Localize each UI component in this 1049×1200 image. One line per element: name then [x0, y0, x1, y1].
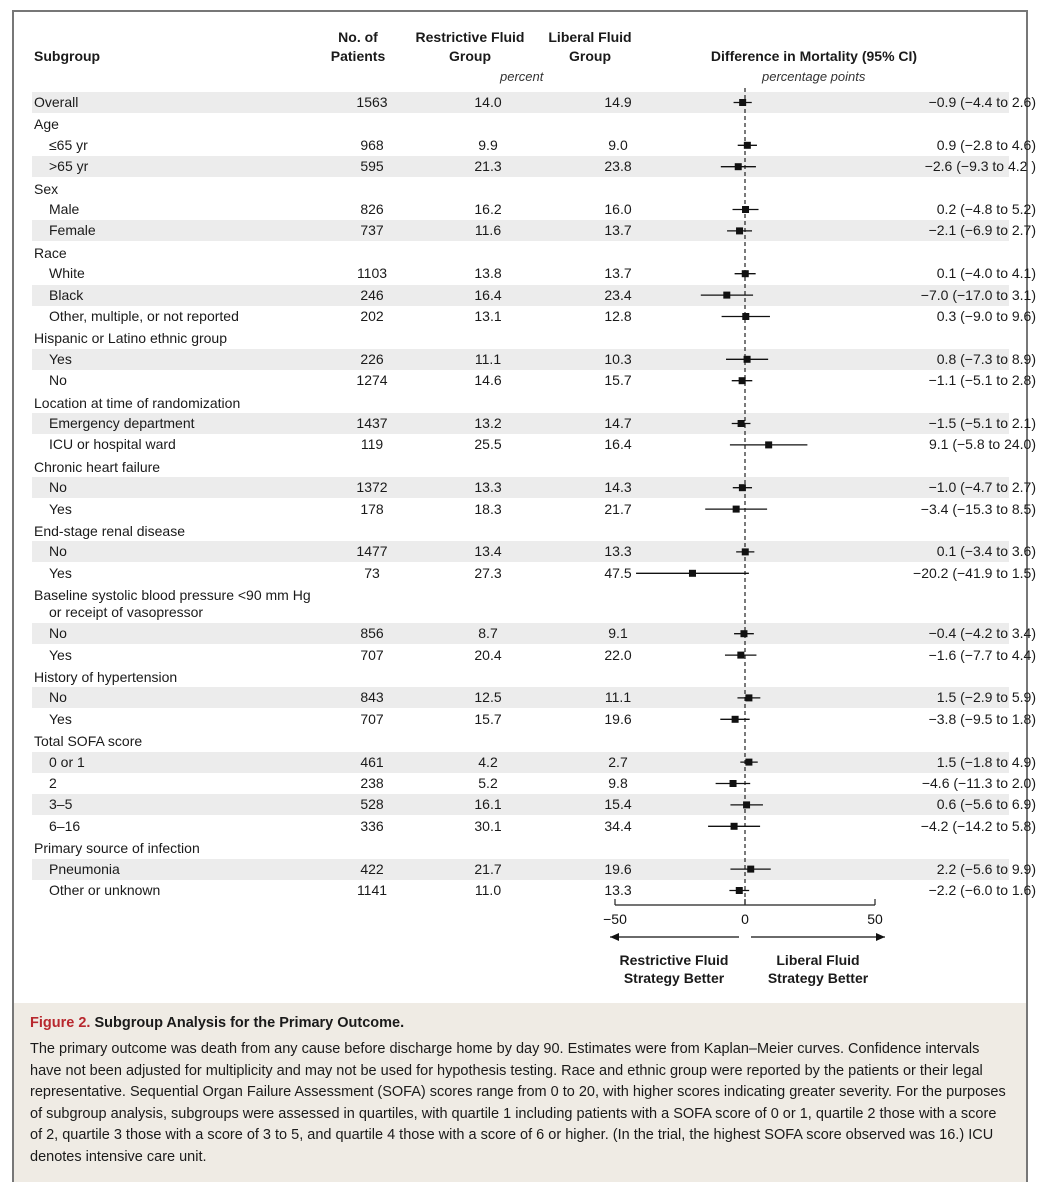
group-label: Age	[34, 116, 59, 133]
restrictive-mortality: 14.0	[474, 94, 502, 110]
subgroup-label: >65 yr	[49, 158, 89, 175]
group-label: End-stage renal disease	[34, 523, 185, 539]
difference-ci: −2.1 (−6.9 to 2.7)	[928, 222, 1036, 239]
group-label: History of hypertension	[34, 669, 178, 685]
liberal-mortality: 47.5	[604, 564, 632, 581]
liberal-mortality: 15.7	[604, 372, 632, 389]
restrictive-mortality: 21.7	[474, 860, 502, 877]
patients-count: 1372	[356, 479, 388, 496]
group-label-continued: or receipt of vasopressor	[49, 604, 204, 621]
subgroup-label: No	[49, 372, 67, 389]
difference-ci: 0.6 (−5.6 to 6.9)	[936, 796, 1036, 813]
patients-count: 461	[360, 753, 384, 770]
point-estimate	[743, 801, 750, 808]
restrictive-mortality: 5.2	[478, 775, 498, 791]
patients-count: 119	[360, 436, 384, 453]
patients-count: 238	[360, 775, 384, 791]
group-label: Hispanic or Latino ethnic group	[34, 330, 228, 347]
point-estimate	[765, 441, 772, 448]
patients-count: 336	[360, 817, 384, 834]
subgroup-label: Other or unknown	[49, 882, 161, 898]
restrictive-mortality: 13.4	[474, 543, 502, 560]
restrictive-mortality: 13.8	[474, 265, 502, 282]
liberal-mortality: 13.3	[604, 543, 632, 560]
restrictive-mortality: 9.9	[478, 136, 498, 153]
patients-count: 246	[360, 286, 384, 303]
subgroup-label: Female	[49, 222, 96, 239]
point-estimate	[735, 163, 742, 170]
restrictive-mortality: 15.7	[474, 710, 502, 727]
point-estimate	[740, 630, 747, 637]
caption-text: The primary outcome was death from any cause before discharge home by day 90. Estimates were from Kaplan–Meier curves. Confidence intervals have not been adjusted for multiplicity and may not be used for hypothesis testing. Race and ethnic group were reported by the patients or their legal representative. Sequential Organ Failure Assessment (SOFA) scores range from 0 to 20, with higher scores indicating greater severity. For the purposes of subgroup analysis, subgroups were assessed in quartiles, with quartile 1 including patients with a SOFA score of 0 or 1, quartile 2 those with a score of 2, quartile 3 those with a score of 3 to 5, and quartile 4 those with a score of 6 or higher. (In the trial, the highest SOFA score observed was 16.) ICU denotes intensive care unit.	[30, 1041, 1006, 1165]
right-arrow-head	[876, 933, 885, 941]
subgroup-label: No	[49, 689, 67, 706]
difference-ci: 1.5 (−1.8 to 4.9)	[936, 753, 1036, 770]
restrictive-mortality: 11.0	[474, 882, 502, 898]
difference-ci: −1.5 (−5.1 to 2.1)	[928, 415, 1036, 431]
subgroup-label: ≤65 yr	[49, 136, 88, 153]
header-restrictive: Restrictive Fluid Group	[415, 29, 525, 64]
subgroup-label: Yes	[49, 500, 72, 517]
patients-count: 843	[360, 689, 384, 706]
patients-count: 528	[360, 796, 384, 813]
header-subgroup: Subgroup	[34, 48, 101, 64]
subgroup-label: 6–16	[49, 817, 81, 834]
liberal-mortality: 21.7	[604, 500, 632, 517]
point-estimate	[733, 506, 740, 513]
subgroup-label: No	[49, 625, 67, 642]
restrictive-mortality: 14.6	[474, 372, 502, 389]
subgroup-label: 0 or 1	[49, 753, 85, 770]
difference-ci: −1.6 (−7.7 to 4.4)	[928, 646, 1036, 663]
subgroup-label: White	[49, 265, 85, 282]
liberal-mortality: 9.8	[608, 775, 628, 791]
difference-ci: −20.2 (−41.9 to 1.5)	[913, 564, 1036, 581]
subgroup-label: Emergency department	[49, 415, 195, 431]
subgroup-label: 2	[49, 775, 57, 791]
difference-ci: 0.1 (−3.4 to 3.6)	[936, 543, 1036, 560]
liberal-mortality: 12.8	[604, 308, 632, 324]
liberal-mortality: 11.1	[604, 689, 632, 706]
patients-count: 226	[360, 350, 384, 367]
liberal-mortality: 15.4	[604, 796, 632, 813]
group-label: Location at time of randomization	[34, 394, 241, 411]
subgroup-label: Yes	[49, 350, 72, 367]
patients-count: 202	[360, 308, 384, 324]
difference-ci: −1.1 (−5.1 to 2.8)	[928, 372, 1036, 389]
figure-caption	[14, 1003, 1026, 1182]
subgroup-label: No	[49, 543, 67, 560]
difference-ci: −4.2 (−14.2 to 5.8)	[920, 817, 1036, 834]
point-estimate	[742, 270, 749, 277]
difference-ci: 1.5 (−2.9 to 5.9)	[936, 689, 1036, 706]
right-direction-label: Liberal Fluid Strategy Better	[767, 952, 869, 986]
caption-title: Subgroup Analysis for the Primary Outcome.	[94, 1015, 405, 1031]
patients-count: 178	[360, 500, 384, 517]
patients-count: 595	[360, 158, 384, 175]
unit-percentage-points: percentage points	[762, 69, 866, 84]
subgroup-label: Yes	[49, 564, 72, 581]
point-estimate	[742, 206, 749, 213]
header-patients: No. of Patients	[330, 29, 386, 64]
liberal-mortality: 14.9	[604, 94, 632, 110]
restrictive-mortality: 4.2	[478, 753, 498, 770]
header-difference: Difference in Mortality (95% CI)	[710, 48, 918, 64]
patients-count: 422	[360, 860, 384, 877]
difference-ci: 0.8 (−7.3 to 8.9)	[936, 350, 1036, 367]
point-estimate	[744, 142, 751, 149]
patients-count: 737	[360, 222, 384, 239]
figure-number: Figure 2.	[30, 1015, 91, 1031]
patients-count: 968	[360, 136, 384, 153]
restrictive-mortality: 16.1	[474, 796, 502, 813]
difference-ci: −3.4 (−15.3 to 8.5)	[920, 500, 1036, 517]
difference-ci: −4.6 (−11.3 to 2.0)	[921, 775, 1036, 791]
difference-ci: 0.3 (−9.0 to 9.6)	[936, 308, 1036, 324]
patients-count: 1563	[356, 94, 388, 110]
difference-ci: −1.0 (−4.7 to 2.7)	[928, 479, 1036, 496]
liberal-mortality: 23.8	[604, 158, 632, 175]
point-estimate	[742, 548, 749, 555]
liberal-mortality: 13.7	[604, 222, 632, 239]
liberal-mortality: 9.1	[608, 625, 628, 642]
subgroup-label: 3–5	[49, 796, 73, 813]
patients-count: 1103	[356, 265, 388, 282]
restrictive-mortality: 18.3	[474, 500, 502, 517]
subgroup-label: Yes	[49, 646, 72, 663]
liberal-mortality: 16.0	[604, 201, 632, 217]
group-label: Baseline systolic blood pressure <90 mm Hg	[34, 587, 311, 604]
liberal-mortality: 14.3	[604, 479, 632, 496]
difference-ci: −7.0 (−17.0 to 3.1)	[920, 286, 1036, 303]
subgroup-label: ICU or hospital ward	[49, 436, 176, 453]
restrictive-mortality: 12.5	[474, 689, 502, 706]
point-estimate	[739, 484, 746, 491]
liberal-mortality: 13.3	[604, 882, 632, 898]
caption-title-line	[30, 1013, 1010, 1033]
point-estimate	[738, 420, 745, 427]
liberal-mortality: 34.4	[604, 817, 632, 834]
restrictive-mortality: 27.3	[474, 564, 502, 581]
subgroup-label: Other, multiple, or not reported	[49, 308, 239, 324]
group-label: Total SOFA score	[34, 733, 143, 750]
point-estimate	[737, 652, 744, 659]
liberal-mortality: 22.0	[604, 646, 632, 663]
liberal-mortality: 10.3	[604, 350, 632, 367]
patients-count: 1437	[356, 415, 388, 431]
left-arrow-head	[610, 933, 619, 941]
subgroup-label: Pneumonia	[49, 860, 120, 877]
liberal-mortality: 23.4	[604, 286, 632, 303]
point-estimate	[739, 99, 746, 106]
difference-ci: 2.2 (−5.6 to 9.9)	[936, 860, 1036, 877]
restrictive-mortality: 16.4	[474, 286, 502, 303]
patients-count: 707	[360, 710, 384, 727]
restrictive-mortality: 16.2	[474, 201, 502, 217]
difference-ci: −0.4 (−4.2 to 3.4)	[928, 625, 1036, 642]
liberal-mortality: 9.0	[608, 136, 628, 153]
difference-ci: −2.2 (−6.0 to 1.6)	[928, 882, 1036, 898]
restrictive-mortality: 13.2	[474, 415, 502, 431]
group-label: Chronic heart failure	[34, 458, 161, 475]
liberal-mortality: 13.7	[604, 265, 632, 282]
restrictive-mortality: 13.3	[474, 479, 502, 496]
x-tick-label: 50	[867, 911, 883, 927]
header-liberal: Liberal Fluid Group	[548, 29, 632, 64]
patients-count: 856	[360, 625, 384, 642]
patients-count: 1477	[356, 543, 388, 560]
subgroup-label: Yes	[49, 710, 72, 727]
subgroup-label: Male	[49, 201, 80, 217]
point-estimate	[745, 694, 752, 701]
group-label: Primary source of infection	[34, 840, 200, 857]
subgroup-label: No	[49, 479, 67, 496]
point-estimate	[747, 866, 754, 873]
restrictive-mortality: 11.1	[474, 350, 502, 367]
liberal-mortality: 19.6	[604, 710, 632, 727]
liberal-mortality: 14.7	[604, 415, 632, 431]
difference-ci: −2.6 (−9.3 to 4.2 )	[924, 158, 1036, 175]
patients-count: 1141	[356, 882, 388, 898]
restrictive-mortality: 13.1	[474, 308, 502, 324]
restrictive-mortality: 25.5	[474, 436, 502, 453]
point-estimate	[736, 227, 743, 234]
unit-percent: percent	[500, 69, 544, 84]
group-label: Race	[34, 244, 67, 261]
point-estimate	[736, 887, 743, 894]
x-tick-label: −50	[603, 911, 627, 927]
difference-ci: 9.1 (−5.8 to 24.0)	[928, 436, 1036, 453]
difference-ci: 0.9 (−2.8 to 4.6)	[936, 136, 1036, 153]
point-estimate	[732, 716, 739, 723]
left-direction-label: Restrictive Fluid Strategy Better	[619, 952, 729, 986]
group-label: Sex	[34, 180, 59, 197]
point-estimate	[744, 356, 751, 363]
liberal-mortality: 19.6	[604, 860, 632, 877]
difference-ci: −3.8 (−9.5 to 1.8)	[928, 710, 1036, 727]
point-estimate	[745, 759, 752, 766]
subgroup-label: Overall	[34, 94, 79, 110]
difference-ci: 0.2 (−4.8 to 5.2)	[936, 201, 1036, 217]
difference-ci: −0.9 (−4.4 to 2.6)	[928, 94, 1036, 110]
patients-count: 826	[360, 201, 384, 217]
patients-count: 1274	[356, 372, 388, 389]
restrictive-mortality: 21.3	[474, 158, 502, 175]
point-estimate	[723, 292, 730, 299]
restrictive-mortality: 11.6	[474, 222, 502, 239]
patients-count: 707	[360, 646, 384, 663]
point-estimate	[742, 313, 749, 320]
point-estimate	[730, 780, 737, 787]
point-estimate	[689, 570, 696, 577]
difference-ci: 0.1 (−4.0 to 4.1)	[936, 265, 1036, 282]
liberal-mortality: 2.7	[608, 753, 628, 770]
liberal-mortality: 16.4	[604, 436, 632, 453]
patients-count: 73	[364, 564, 380, 581]
x-tick-label: 0	[741, 911, 749, 927]
point-estimate	[739, 377, 746, 384]
restrictive-mortality: 30.1	[474, 817, 502, 834]
point-estimate	[731, 823, 738, 830]
restrictive-mortality: 8.7	[478, 625, 498, 642]
subgroup-label: Black	[49, 286, 84, 303]
restrictive-mortality: 20.4	[474, 646, 502, 663]
